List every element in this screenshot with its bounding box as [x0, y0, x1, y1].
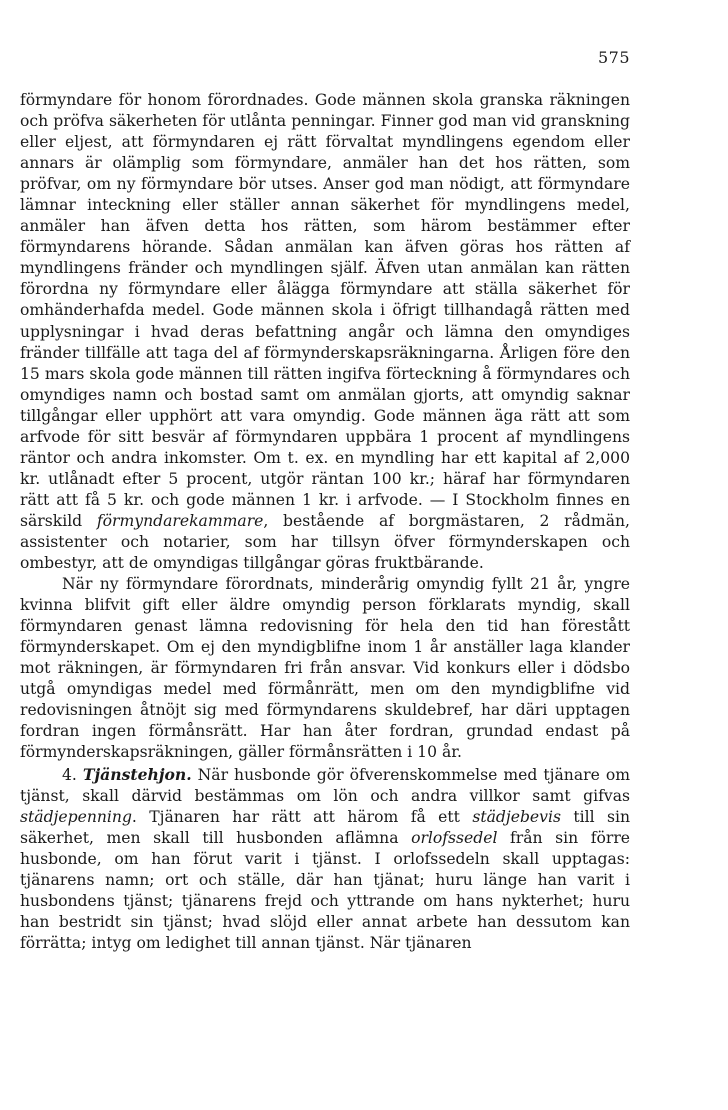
paragraph-3-text-c: till sin säkerhet, men skall till husbonden aflämna — [20, 807, 630, 847]
body-text — [20, 90, 630, 954]
paragraph-1-text-a: förmyndare för honom förordnades. Gode männen skola granska räkningen och pröfva säkerheten för utlånta penningar. Finner god man vid granskning eller eljest, att förmyndaren ej rätt förvaltat myndlingens egendom eller annars är olämplig som förmyndare, anmäler han det hos rätten, som pröfvar, om ny förmyndare bör utses. Anser god man nödigt, att förmyndare lämnar inteckning eller ställer annan säkerhet för myndlingens medel, anmäler han äfven detta hos rätten, som härom bestämmer efter förmyndarens hörande. Sådan anmälan kan äfven göras hos rätten af myndlingens fränder och myndlingen själf. Äfven utan anmälan kan rätten förordna ny förmyndare eller ålägga förmyndare att ställa säkerhet för omhänderhafda medel. Gode männen skola i öfrigt tillhandagå rätten med upplysningar i hvad deras befattning angår och lämna den omyndiges fränder tillfälle att taga del af förmynderskapsräkningarna. Årligen före den 15 mars skola gode männen till rätten ingifva förteckning å förmyndares och omyndiges namn och bostad samt om anmälan gjorts, att omyndig saknar tillgångar eller upphört att vara omyndig. Gode männen äga rätt att som arfvode för sitt besvär af förmyndaren uppbära 1 procent af myndlingens räntor och andra inkomster. Om t. ex. en myndling har ett kapital af 2,000 kr. utlånadt efter 5 procent, utgör räntan 100 kr.; häraf har förmyndaren rätt att få 5 kr. och gode männen 1 kr. i arfvode. — I Stockholm finnes en särskild — [20, 91, 630, 530]
term-stadjebevis: städjebevis — [472, 807, 561, 826]
book-page — [20, 0, 630, 1110]
term-formyndarekammare: förmyndarekammare — [96, 511, 264, 530]
paragraph-3-text-a: När husbonde gör öfverenskommelse med tjänare om tjänst, skall därvid bestämmas om lön och andra villkor samt gifvas — [20, 765, 630, 805]
page-number: 575 — [597, 48, 630, 67]
paragraph-guardians-review — [20, 90, 630, 574]
paragraph-3-text-d: från sin förre husbonde, om han förut varit i tjänst. I orlofssedeln skall upptagas: tjänarens namn; ort och ställe, där han tjänat; huru länge han varit i husbondens tjänst; tjänarens frejd och yttrande om hans nykterhet; huru han bestridt sin tjänst; hvad slöjd eller annat arbete han dessutom kan förrätta; intyg om ledighet till annan tjänst. När tjänaren — [20, 828, 630, 952]
section-heading: Tjänstehjon. — [82, 764, 192, 784]
paragraph-1-text-b: , bestående af borgmästaren, 2 rådmän, assistenter och notarier, som har tillsyn öfver förmynderskapen och ombestyr, att de omyndigas tillgångar göras fruktbärande. — [20, 511, 630, 573]
term-orlofssedel: orlofssedel — [411, 828, 498, 847]
paragraph-3-text-b: . Tjänaren har rätt att härom få ett — [131, 807, 473, 826]
paragraph-servants — [20, 764, 630, 954]
term-stadjepenning: städjepenning — [20, 807, 132, 826]
section-number: 4. — [62, 765, 77, 784]
paragraph-accounting: När ny förmyndare förordnats, minderårig omyndig fyllt 21 år, yngre kvinna blifvit gift eller äldre omyndig person förklarats myndig, skall förmyndaren genast lämna redovisning för hela den tid han förestått förmynderskapet. Om ej den myndigblifne inom 1 år anställer laga klander mot räkningen, är förmyndaren fri från ansvar. Vid konkurs eller i dödsbo utgå omyndigas medel med förmånrätt, men om den myndigblifne vid redovisningen åtnöjt sig med förmyndarens skuldebref, har däri upptagen fordran ingen förmånsrätt. Har han åter fordran, grundad endast på förmynderskapsräkningen, gäller förmånsrätten i 10 år. — [20, 575, 630, 762]
